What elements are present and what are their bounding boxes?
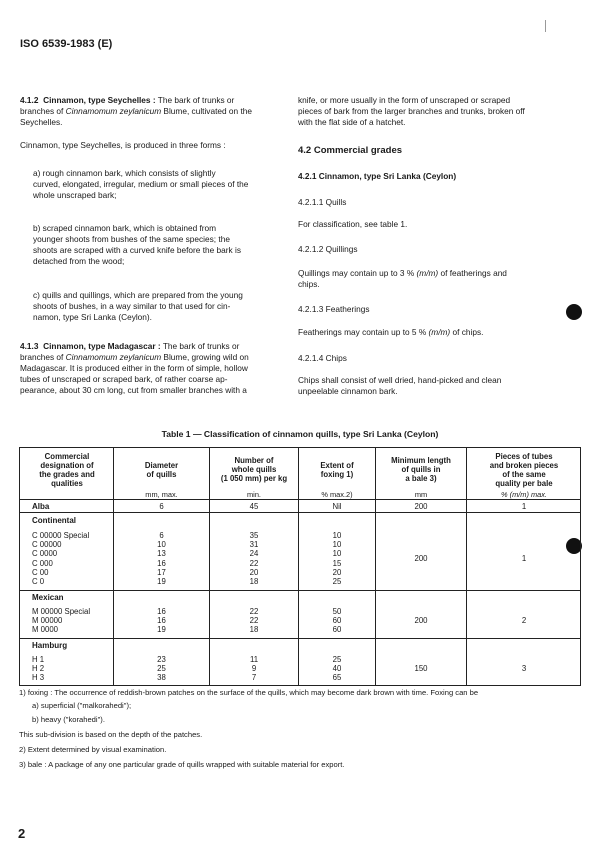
page-number: 2 (18, 826, 26, 841)
section-4-1-2: 4.1.2 Cinnamon, type Seychelles : The bark of trunks or (20, 95, 235, 105)
heading-4-2-1-2: 4.2.1.2 Quillings (298, 244, 358, 254)
quillings-text: Quillings may contain up to 3 % (m/m) of featherings and chips. (298, 268, 507, 289)
header-pieces: Pieces of tubes and broken pieces of the same quality per bale (489, 452, 559, 488)
continental-quills: 35 31 24 22 20 18 (249, 531, 259, 587)
row-divider (20, 590, 580, 591)
group-mexican: Mexican (32, 593, 64, 602)
form-a: a) rough cinnamon bark, which consists of slightly curved, elongated, irregular, medium or small pieces of the whole unscraped bark; (33, 168, 249, 200)
right-continuation: knife, or more usually in the form of unscraped or scraped pieces of bark from the larger branches and trunks, broken off with the flat side of a hatchet. (298, 95, 525, 127)
mexican-length: 200 (414, 616, 428, 625)
row-divider (20, 512, 580, 513)
heading-4-2-1: 4.2.1 Cinnamon, type Sri Lanka (Ceylon) (298, 171, 457, 181)
chips-text: Chips shall consist of well dried, hand-picked and clean unpeelable cinnamon bark. (298, 375, 502, 396)
alba-foxing: Nil (332, 502, 342, 511)
group-continental: Continental (32, 516, 76, 525)
header-number-quills: Number of whole quills (1 050 mm) per kg (220, 456, 288, 483)
hamburg-diameter: 23 25 38 (157, 655, 166, 683)
header-diameter: Diameter of quills (144, 461, 179, 479)
alba-quills: 45 (249, 502, 259, 511)
row-divider (20, 499, 580, 500)
row-alba-name: Alba (32, 502, 50, 511)
footnote-3: 3) bale : A package of any one particular grade of quills wrapped with suitable material for export. (19, 760, 345, 769)
header-designation: Commercial designation of the grades and qualities (39, 452, 95, 488)
classification-table (19, 447, 581, 686)
header-foxing: Extent of foxing 1) (320, 461, 354, 479)
col-divider (375, 448, 376, 685)
continental-length: 200 (414, 554, 428, 563)
hamburg-length: 150 (414, 664, 428, 673)
heading-4-2-1-1: 4.2.1.1 Quills (298, 197, 347, 207)
unit-length: mm (414, 490, 428, 499)
footnote-2: 2) Extent determined by visual examination. (19, 745, 167, 754)
page-header: ISO 6539-1983 (E) (20, 38, 113, 50)
footnote-1b: b) heavy ("korahedi"). (32, 715, 105, 724)
heading-4-2-1-3: 4.2.1.3 Featherings (298, 304, 370, 314)
unit-quills: min. (247, 490, 261, 499)
binder-hole-dot (566, 304, 582, 320)
form-b: b) scraped cinnamon bark, which is obtained from younger shoots from bushes of the same species; the shoots are scraped with a curved knife before the bark is detached from the wood; (33, 223, 241, 266)
mexican-names: M 00000 Special M 00000 M 0000 (32, 607, 91, 635)
unit-pieces: % (m/m) max. (501, 490, 547, 499)
footnote-1c: This sub-division is based on the depth of the patches. (19, 730, 203, 739)
unit-foxing: % max.2) (321, 490, 353, 499)
heading-4-2-1-4: 4.2.1.4 Chips (298, 353, 347, 363)
header-min-length: Minimum length of quills in a bale 3) (391, 456, 451, 483)
footnote-1: 1) foxing : The occurrence of reddish-brown patches on the surface of the quills, which may become dark brown with time. Foxing can be (19, 688, 479, 697)
mexican-pieces: 2 (521, 616, 527, 625)
hamburg-pieces: 3 (521, 664, 527, 673)
heading-4-2: 4.2 Commercial grades (298, 145, 403, 156)
alba-length: 200 (414, 502, 428, 511)
row-divider (20, 638, 580, 639)
mexican-quills: 22 22 18 (249, 607, 259, 635)
hamburg-quills: 11 9 7 (249, 655, 259, 683)
featherings-text: Featherings may contain up to 5 % (m/m) of chips. (298, 327, 484, 337)
section-4-1-3: 4.1.3 Cinnamon, type Madagascar : The bark of trunks or branches of Cinnamomum zeylanicum Blume, growing wild on Madagascar. It is produced either in the form of simple, hollow tubes of unscraped or scraped bark, of rather coarse ap- pearance, about 30 cm long, cut from smaller branches with a (20, 341, 249, 395)
alba-pieces: 1 (521, 502, 527, 511)
table-caption: Table 1 — Classification of cinnamon quills, type Sri Lanka (Ceylon) (161, 429, 439, 439)
margin-tick (545, 20, 546, 32)
continental-diameter: 6 10 13 16 17 19 (157, 531, 166, 587)
group-hamburg: Hamburg (32, 641, 68, 650)
forms-intro: Cinnamon, type Seychelles, is produced in three forms : (20, 140, 226, 150)
hamburg-names: H 1 H 2 H 3 (32, 655, 45, 683)
hamburg-foxing: 25 40 65 (332, 655, 342, 683)
footnote-1a: a) superficial ("malkorahedi"); (32, 701, 132, 710)
continental-pieces: 1 (521, 554, 527, 563)
continental-foxing: 10 10 10 15 20 25 (332, 531, 342, 587)
mexican-diameter: 16 16 19 (157, 607, 166, 635)
unit-diameter: mm, max. (145, 490, 178, 499)
continental-names: C 00000 Special C 00000 C 0000 C 000 C 00 C 0 (32, 531, 90, 587)
form-c: c) quills and quillings, which are prepared from the young shoots of bushes, in a way similar to that used for cin- namon, type Sri Lanka (Ceylon). (33, 290, 243, 322)
left-column: 4.1.2 Cinnamon, type Seychelles : The bark of trunks or branches of Cinnamomum zeylanicum Blume, cultivated on the Seychelles. (20, 95, 275, 128)
alba-diameter: 6 (159, 502, 164, 511)
mexican-foxing: 50 60 60 (332, 607, 342, 635)
quills-text: For classification, see table 1. (298, 219, 408, 229)
